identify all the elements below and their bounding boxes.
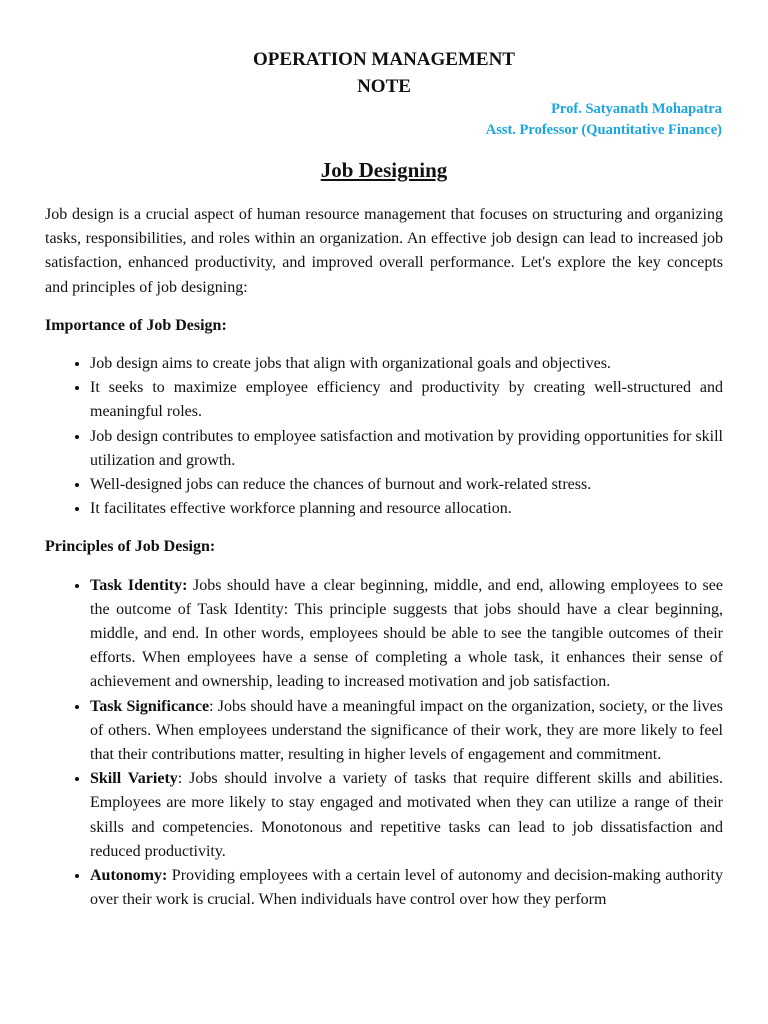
importance-heading: Importance of Job Design: (45, 316, 227, 334)
principles-list (45, 574, 723, 913)
doc-title: Job Designing (320, 158, 448, 182)
principle-text: : Jobs should involve a variety of tasks that require different skills and abilities. Employees are more likely to stay engaged and motivated when they can utilize a range of their skills and competencies. Monotonous and repetitive tasks can lead to job dissatisfaction and reduced productivity. (90, 770, 724, 860)
principle-term: Skill Variety (90, 770, 178, 788)
list-item: • It seeks to maximize employee efficiency and productivity by creating well-structured and meaningful roles. (90, 376, 723, 424)
author-block (486, 99, 722, 141)
principle-term: Task Significance (90, 697, 210, 715)
list-item (90, 767, 723, 864)
principle-text: Jobs should have a clear beginning, middle, and end, allowing employees to see the outcome of Task Identity: This principle suggests that jobs should have a clear beginning, middle, and end. In other words, employees should be able to see the tangible outcomes of their efforts. When employees have a sense of completing a whole task, it enhances their sense of achievement and ownership, leading to increased motivation and job satisfaction. (90, 576, 723, 691)
main-title-line1: OPERATION MANAGEMENT (253, 49, 515, 70)
document-body (45, 203, 723, 912)
principle-text: : Jobs should have a meaningful impact on the organization, society, or the lives of others. When employees understand the significance of their work, they are more likely to feel that their contributions matter, resulting in higher levels of engagement and commitment. (90, 697, 723, 764)
intro-paragraph: Job design is a crucial aspect of human resource management that focuses on structuring and organizing tasks, responsibilities, and roles within an organization. An effective job design can lead to increased job satisfaction, enhanced productivity, and improved overall performance. Let's explore the key concepts and principles of job designing: (45, 206, 723, 296)
author-name: Prof. Satyanath Mohapatra (551, 101, 722, 117)
list-item (90, 574, 723, 695)
list-item: • Well-designed jobs can reduce the chances of burnout and work-related stress. (90, 473, 723, 497)
principle-term: Autonomy: (90, 867, 168, 885)
principle-term: Task Identity: (90, 576, 188, 594)
list-item: • It facilitates effective workforce planning and resource allocation. (90, 497, 723, 521)
importance-list (45, 352, 723, 521)
principle-text: Providing employees with a certain level of autonomy and decision-making authority over their work is crucial. When individuals have control over how they perform (90, 867, 723, 909)
list-item: • Job design aims to create jobs that align with organizational goals and objectives. (90, 352, 723, 376)
list-item: • Job design contributes to employee satisfaction and motivation by providing opportunities for skill utilization and growth. (90, 425, 723, 473)
main-title (0, 46, 768, 100)
principles-heading: Principles of Job Design: (45, 538, 216, 556)
list-item (90, 864, 723, 912)
author-role: Asst. Professor (Quantitative Finance) (485, 122, 722, 138)
list-item (90, 695, 723, 768)
main-title-line2: NOTE (357, 76, 411, 97)
